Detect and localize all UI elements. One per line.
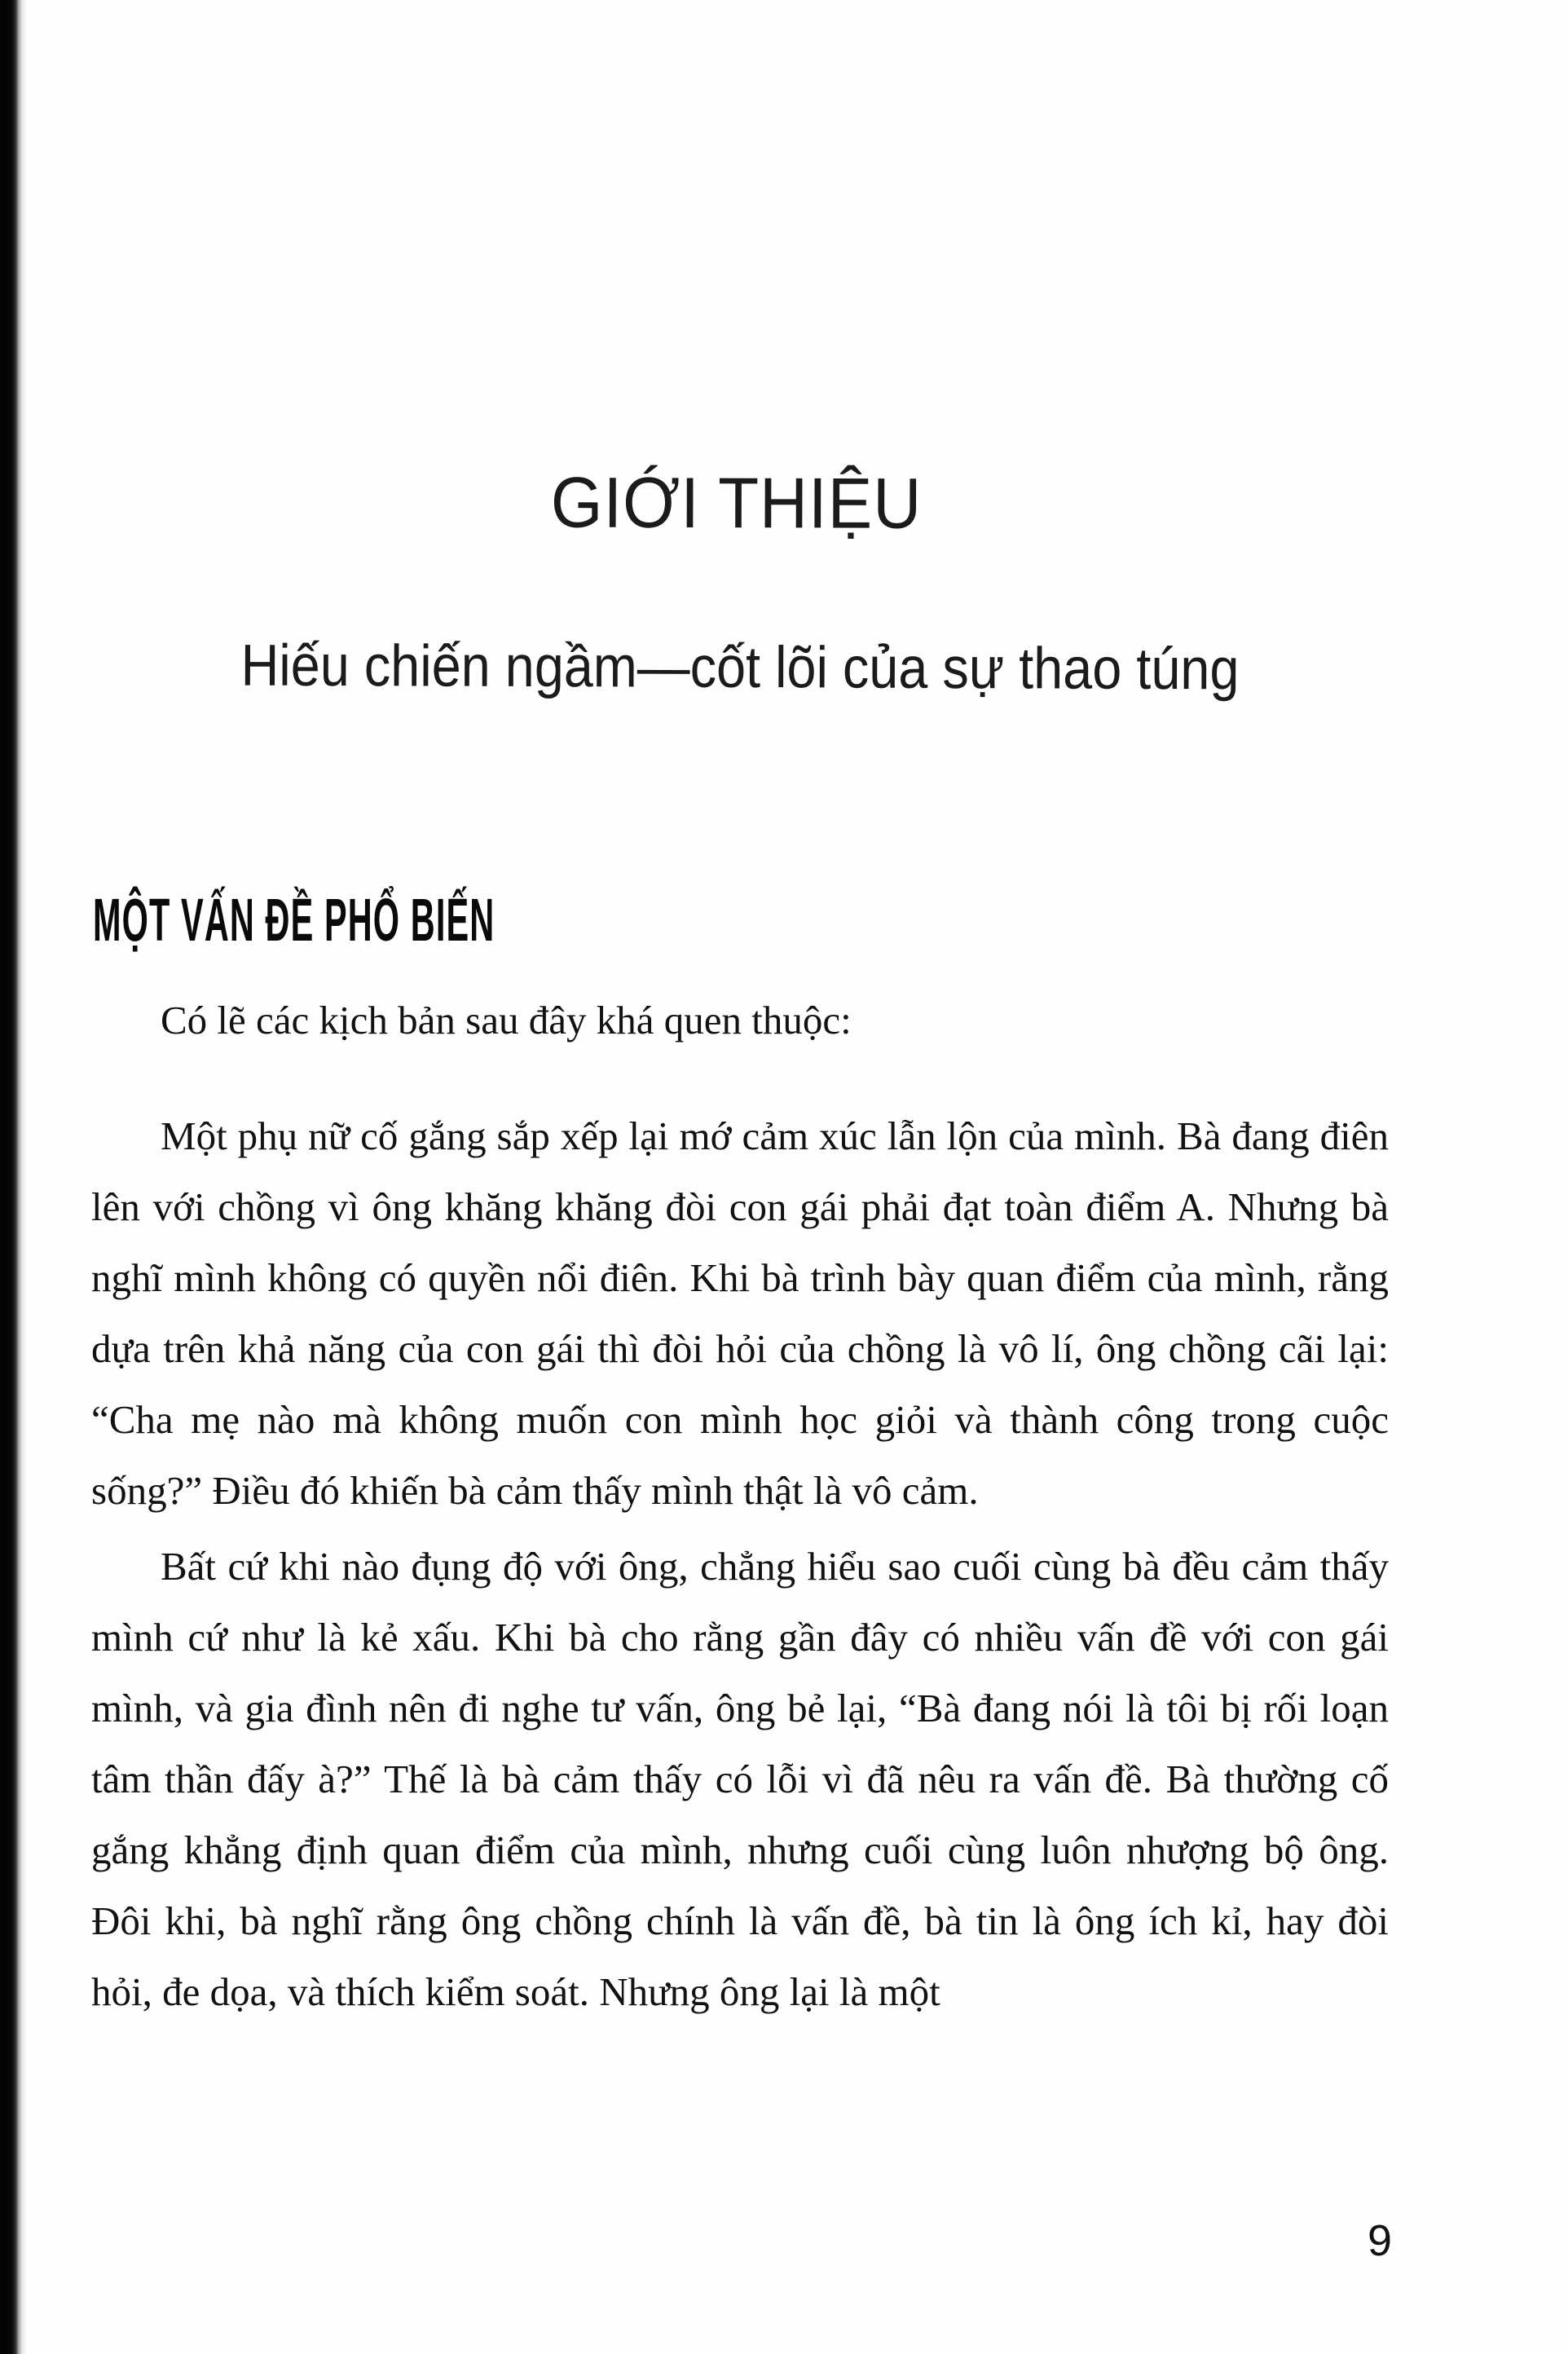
scan-binding-edge bbox=[0, 0, 28, 2354]
paragraph: Bất cứ khi nào đụng độ với ông, chẳng hiểu sao cuối cùng bà đều cảm thấy mình cứ như là kẻ xấu. Khi bà cho rằng gần đây có nhiều vấn đề với con gái mình, và gia đình nên đi nghe tư vấn, ông bẻ lại, “Bà đang nói là tôi bị rối loạn tâm thần đấy à?” Thế là bà cảm thấy có lỗi vì đã nêu ra vấn đề. Bà thường cố gắng khẳng định quan điểm của mình, nhưng cuối cùng luôn nhượng bộ ông. Đôi khi, bà nghĩ rằng ông chồng chính là vấn đề, bà tin là ông ích kỉ, hay đòi hỏi, đe dọa, và thích kiểm soát. Nhưng ông lại là một bbox=[91, 1544, 1389, 2014]
chapter-subtitle: Hiếu chiến ngầm—cốt lõi của sự thao túng bbox=[240, 633, 1240, 703]
body-text bbox=[91, 985, 1389, 2027]
page-number: 9 bbox=[1368, 2216, 1393, 2265]
paragraph: Có lẽ các kịch bản sau đây khá quen thuộc: bbox=[161, 998, 852, 1043]
section-heading: MỘT VẤN ĐỀ PHỔ BIẾN bbox=[93, 886, 496, 954]
chapter-title: GIỚI THIỆU bbox=[550, 461, 923, 544]
paragraph: Một phụ nữ cố gắng sắp xếp lại mớ cảm xúc lẫn lộn của mình. Bà đang điên lên với chồng vì ông khăng khăng đòi con gái phải đạt toàn điểm A. Nhưng bà nghĩ mình không có quyền nổi điên. Khi bà trình bày quan điểm của mình, rằng dựa trên khả năng của con gái thì đòi hỏi của chồng là vô lí, ông chồng cãi lại: “Cha mẹ nào mà không muốn con mình học giỏi và thành công trong cuộc sống?” Điều đó khiến bà cảm thấy mình thật là vô cảm. bbox=[91, 1113, 1389, 1513]
